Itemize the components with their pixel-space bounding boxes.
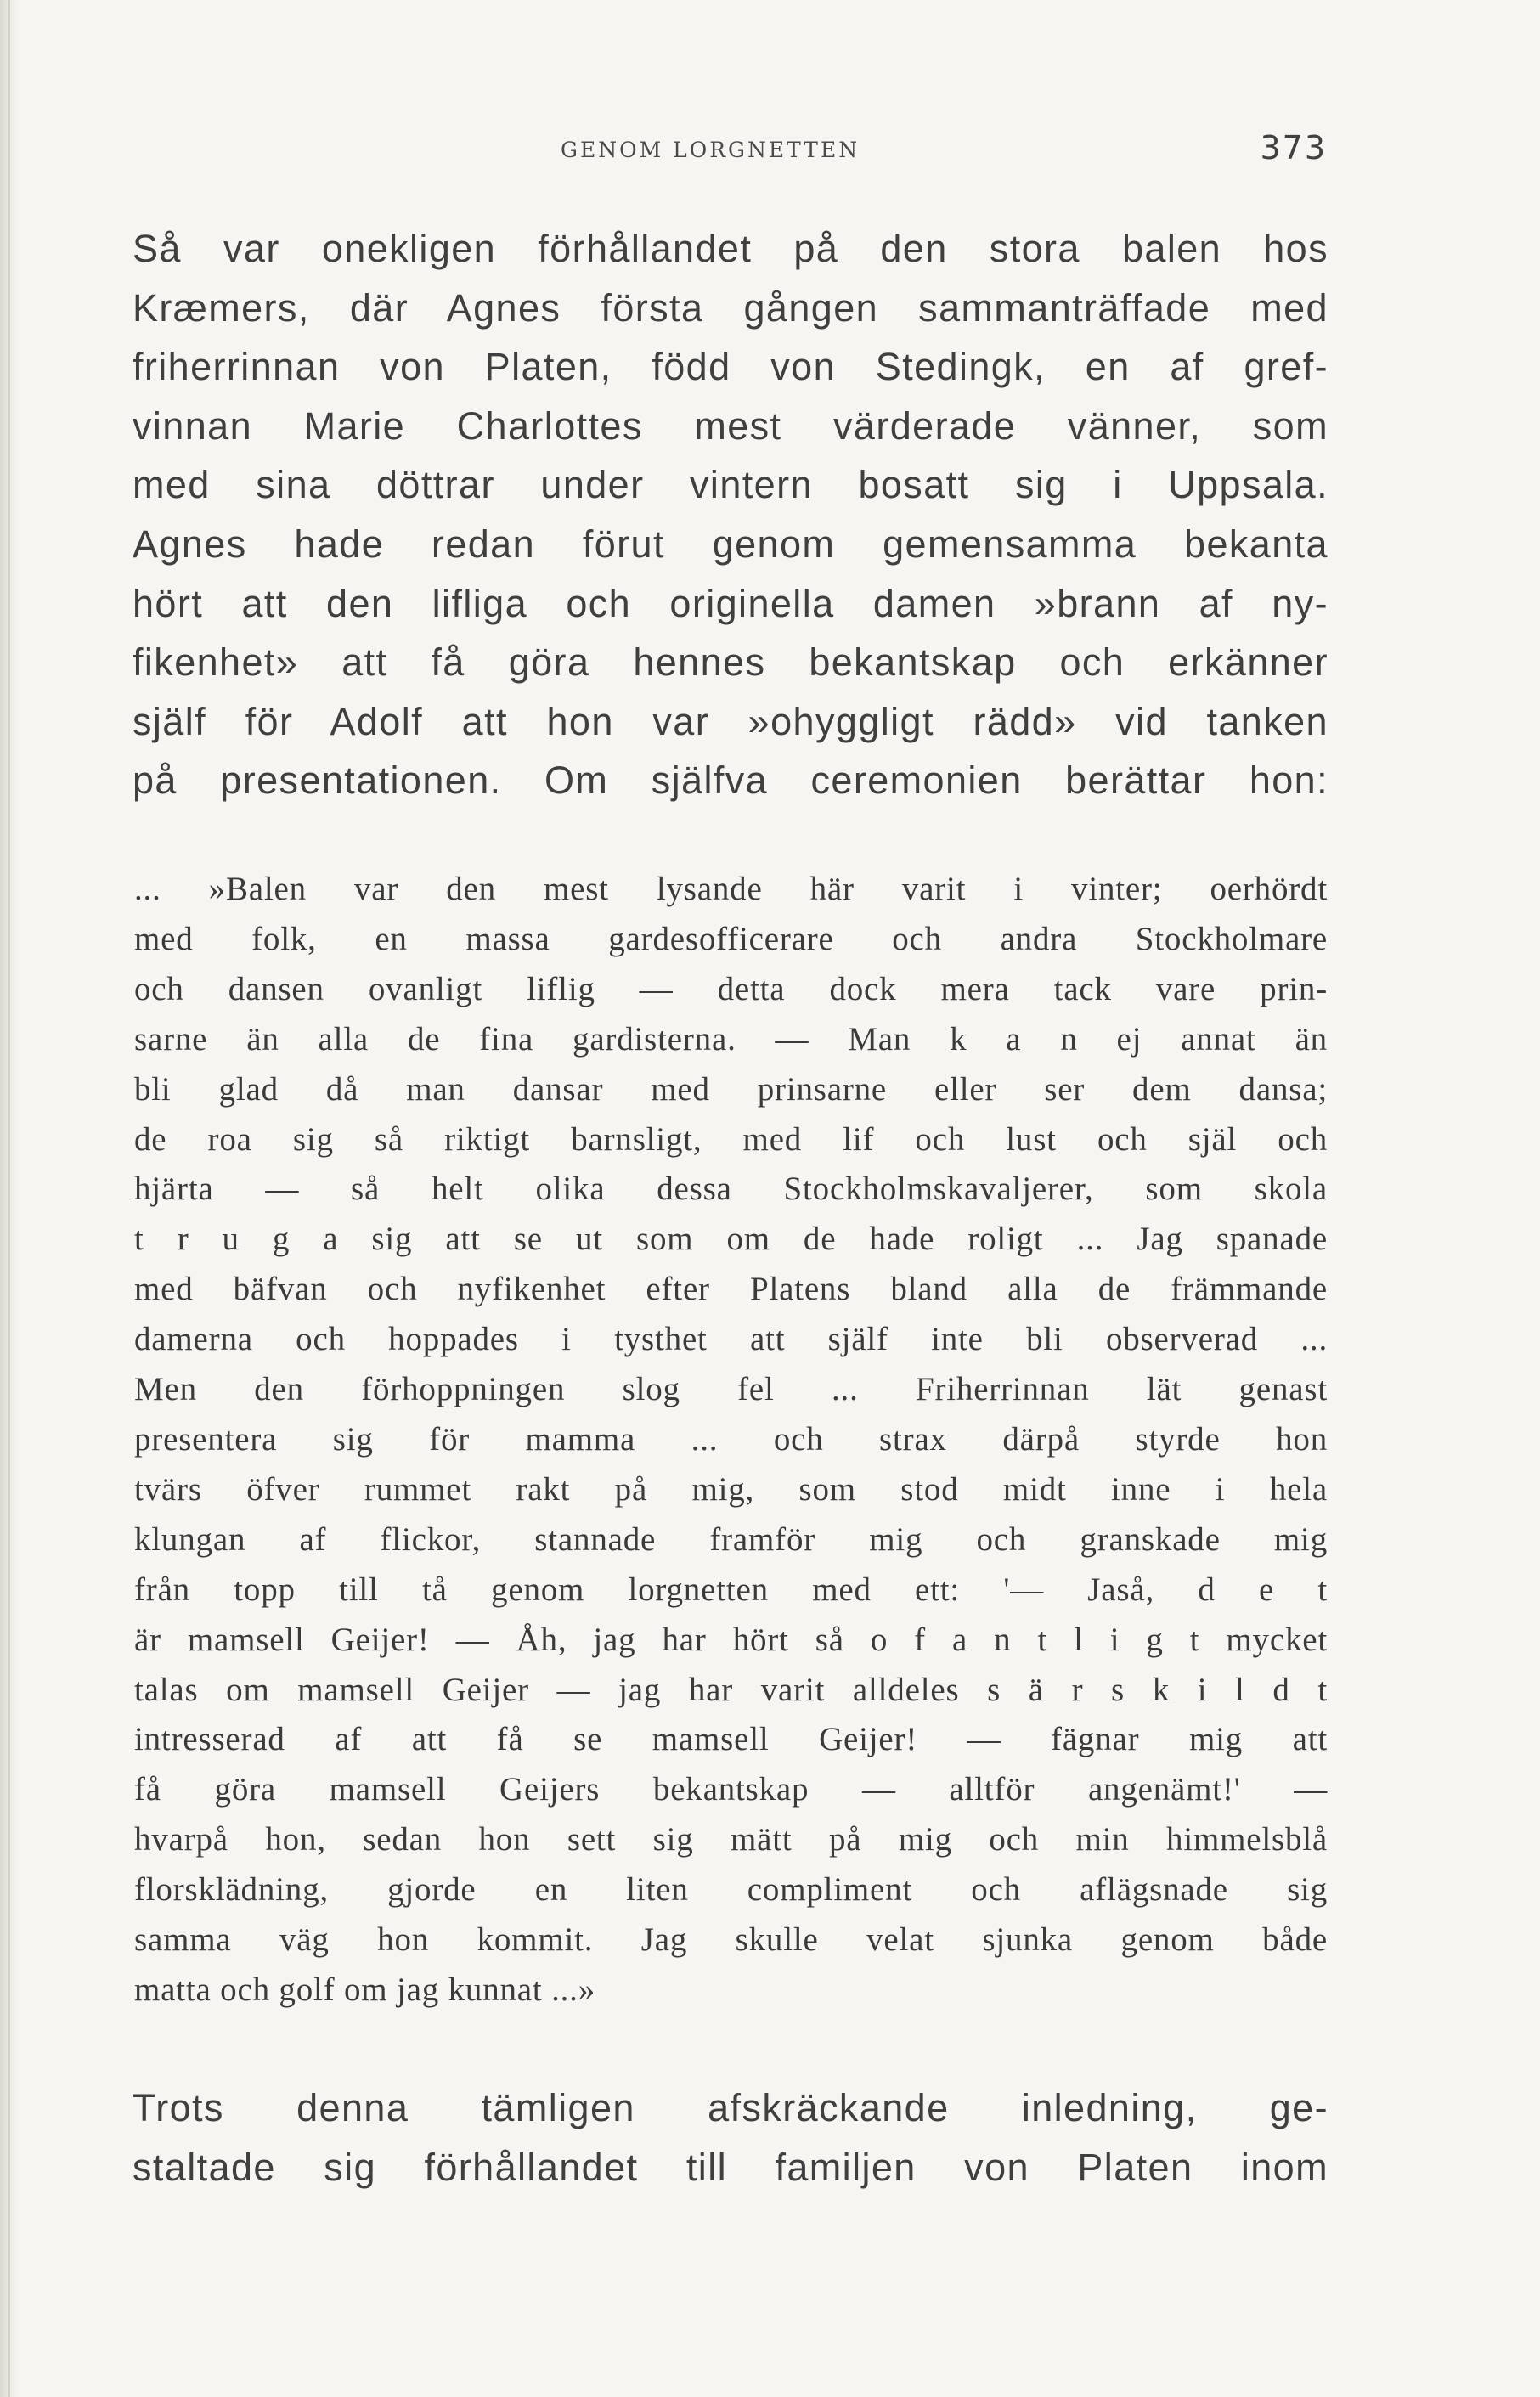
text-line: Så var onekligen förhållandet på den stora balen hos — [133, 227, 1328, 270]
quote-line: Men den förhoppningen slog fel ... Friherrinnan lät genast — [134, 1371, 1328, 1408]
quote-line: sarne än alla de fina gardisterna. — Man k a n ej annat än — [134, 1020, 1328, 1058]
page-number: 373 — [1260, 129, 1327, 166]
quote-line: matta och golf om jag kunnat ...» — [134, 1971, 596, 2008]
quote-line: och dansen ovanligt liflig — detta dock mera tack vare prin- — [134, 970, 1328, 1007]
text-line: hört att den lifliga och originella damen »brann af ny- — [133, 581, 1328, 625]
gutter-line — [8, 0, 10, 2397]
quote-line: hvarpå hon, sedan hon sett sig mätt på mig och min himmelsblå — [134, 1821, 1328, 1858]
page-gutter — [0, 0, 19, 2397]
text-line: Trots denna tämligen afskräckande inledning, ge- — [133, 2086, 1328, 2129]
quote-line: presentera sig för mamma ... och strax därpå styrde hon — [134, 1420, 1328, 1458]
page-header — [133, 127, 1328, 178]
text-line: på presentationen. Om själfva ceremonien berättar hon: — [133, 759, 1328, 803]
quote-line: de roa sig så riktigt barnsligt, med lif och lust och själ och — [134, 1120, 1328, 1158]
quote-line: intresserad af att få se mamsell Geijer! — fägnar mig att — [134, 1721, 1328, 1758]
text-line: Agnes hade redan förut genom gemensamma bekanta — [133, 522, 1328, 566]
text-line: själf för Adolf att hon var »ohyggligt rädd» vid tanken — [133, 699, 1328, 743]
running-head: GENOM LORGNETTEN — [561, 138, 860, 162]
text-line: vinnan Marie Charlottes mest värderade vänner, som — [133, 403, 1328, 448]
paragraph-2 — [133, 2078, 1328, 2197]
text-line: Kræmers, där Agnes första gången sammanträffade med — [133, 285, 1328, 330]
quote-line: få göra mamsell Geijers bekantskap — alltför angenämt!' — — [134, 1771, 1328, 1808]
quote-line: talas om mamsell Geijer — jag har varit alldeles s ä r s k i l d t — [134, 1671, 1328, 1708]
text-line: staltade sig förhållandet till familjen von Platen inom — [133, 2145, 1328, 2189]
paragraph-1 — [133, 219, 1328, 810]
text-line: fikenhet» att få göra hennes bekantskap och erkänner — [133, 640, 1328, 685]
quote-line: t r u g a sig att se ut som om de hade roligt ... Jag spanade — [134, 1221, 1328, 1258]
quote-line: florsklädning, gjorde en liten compliment och aflägsnade sig — [134, 1871, 1328, 1909]
quote-line: bli glad då man dansar med prinsarne eller ser dem dansa; — [134, 1070, 1328, 1108]
text-line: friherrinnan von Platen, född von Stedingk, en af gref- — [133, 345, 1328, 389]
text-line: med sina döttrar under vintern bosatt sig i Uppsala. — [133, 463, 1328, 507]
quote-line: från topp till tå genom lorgnetten med ett: '— Jaså, d e t — [134, 1571, 1328, 1608]
quote-line: är mamsell Geijer! — Åh, jag har hört så o f a n t l i g t mycket — [134, 1621, 1328, 1658]
quote-line: klungan af flickor, stannade framför mig och granskade mig — [134, 1520, 1328, 1558]
quote-line: tvärs öfver rummet rakt på mig, som stod midt inne i hela — [134, 1470, 1328, 1508]
quote-line: damerna och hoppades i tysthet att själf inte bli observerad ... — [134, 1321, 1328, 1358]
quote-line: hjärta — så helt olika dessa Stockholmskavaljerer, som skola — [134, 1170, 1328, 1208]
quote-line: med folk, en massa gardesofficerare och andra Stockholmare — [134, 920, 1328, 957]
quote-line: ... »Balen var den mest lysande här varit i vinter; oerhördt — [134, 871, 1328, 907]
quote-line: samma väg hon kommit. Jag skulle velat sjunka genom både — [134, 1921, 1328, 1959]
quoted-letter — [134, 865, 1328, 2016]
quote-line: med bäfvan och nyfikenhet efter Platens bland alla de främmande — [134, 1271, 1328, 1308]
